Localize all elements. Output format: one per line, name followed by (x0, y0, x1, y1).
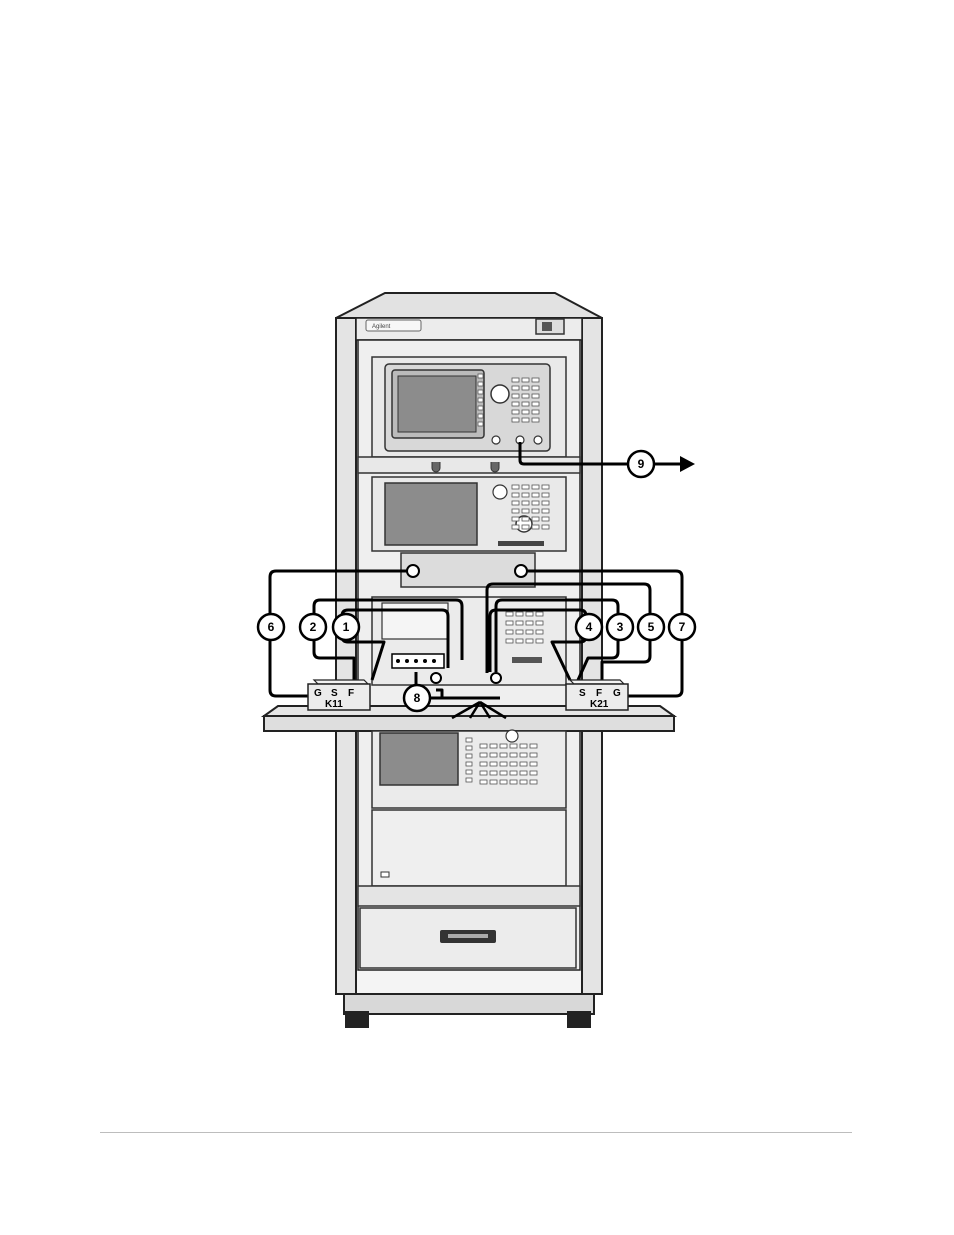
svg-text:9: 9 (637, 457, 645, 471)
key (506, 639, 513, 643)
key (490, 771, 497, 775)
key (542, 493, 549, 497)
key (466, 778, 472, 782)
rack-top-cap (336, 293, 602, 318)
key (512, 501, 519, 505)
key (522, 517, 529, 521)
key (510, 780, 517, 784)
rack-base (344, 994, 594, 1014)
test-box-k21-label: K21 (590, 699, 609, 710)
key (532, 410, 539, 414)
instrument-2-slot (498, 541, 544, 546)
instrument-3-slot (512, 657, 542, 663)
instrument-2-source (372, 477, 566, 551)
shelf-1-handle-left (432, 462, 440, 472)
key (530, 762, 537, 766)
key (532, 386, 539, 390)
key (478, 390, 483, 394)
instrument-3-port-right (491, 673, 501, 683)
blank-panel-indicator (381, 872, 389, 877)
key (510, 771, 517, 775)
key (536, 612, 543, 616)
callout-5 (638, 614, 664, 640)
test-box-k21 (566, 680, 628, 710)
key (510, 762, 517, 766)
svg-text:5: 5 (647, 620, 655, 634)
key (522, 509, 529, 513)
key (522, 410, 529, 414)
callout-4 (576, 614, 602, 640)
key (532, 485, 539, 489)
callout-1 (333, 614, 359, 640)
key (516, 630, 523, 634)
terminal-pin (396, 659, 400, 663)
key (478, 406, 483, 410)
key (466, 754, 472, 758)
connector-panel-port-right (515, 565, 527, 577)
key (516, 639, 523, 643)
instrument-1-knob (491, 385, 509, 403)
key (520, 762, 527, 766)
key (532, 509, 539, 513)
key (512, 386, 519, 390)
key (532, 402, 539, 406)
key (510, 744, 517, 748)
key (526, 612, 533, 616)
key (512, 402, 519, 406)
key (532, 493, 539, 497)
key (500, 771, 507, 775)
key (506, 621, 513, 625)
key (512, 410, 519, 414)
key (490, 762, 497, 766)
key (466, 770, 472, 774)
rack-foot-left (346, 1012, 368, 1027)
key (500, 762, 507, 766)
key (536, 630, 543, 634)
instrument-3-port-left (431, 673, 441, 683)
instrument-2-nav (493, 485, 507, 499)
key (530, 744, 537, 748)
key (522, 378, 529, 382)
key (480, 753, 487, 757)
key (536, 639, 543, 643)
test-box-k21-terminal-g: G (613, 688, 621, 699)
key (520, 780, 527, 784)
callout-3 (607, 614, 633, 640)
work-shelf-front (264, 716, 674, 731)
key (500, 753, 507, 757)
instrument-1-analyzer (358, 357, 580, 473)
instrument-1-softkeys (478, 374, 483, 426)
key (522, 525, 529, 529)
key (480, 762, 487, 766)
key (542, 501, 549, 505)
key (506, 612, 513, 616)
cable-9-arrowhead (680, 456, 695, 472)
callout-7 (669, 614, 695, 640)
key (478, 422, 483, 426)
instrument-1-port-a (492, 436, 500, 444)
key (478, 382, 483, 386)
key (500, 744, 507, 748)
test-box-k21-terminal-s: S (579, 688, 586, 699)
svg-text:6: 6 (267, 620, 275, 634)
key (466, 762, 472, 766)
key (480, 780, 487, 784)
key (510, 753, 517, 757)
terminal-pin (423, 659, 427, 663)
key (500, 780, 507, 784)
key (480, 744, 487, 748)
key (542, 525, 549, 529)
key (536, 621, 543, 625)
key (520, 753, 527, 757)
key (520, 771, 527, 775)
key (526, 621, 533, 625)
rack-right-upright (582, 318, 602, 994)
shelf-1-handle-right (491, 462, 499, 472)
key (522, 485, 529, 489)
key (522, 493, 529, 497)
test-box-k21-terminal-f: F (596, 688, 603, 699)
key (522, 501, 529, 505)
key (516, 612, 523, 616)
instrument-4-analyzer (372, 730, 566, 808)
key (532, 525, 539, 529)
test-box-k11-terminal-f: F (348, 688, 355, 699)
key (478, 398, 483, 402)
key (526, 630, 533, 634)
key (532, 378, 539, 382)
instrument-1-screen (398, 376, 476, 432)
key (512, 509, 519, 513)
key (466, 746, 472, 750)
key (512, 517, 519, 521)
brand-label: Agilent (372, 324, 391, 330)
instrument-2-screen (385, 483, 477, 545)
key (512, 525, 519, 529)
key (532, 418, 539, 422)
footer-rule (100, 1132, 852, 1133)
key (530, 780, 537, 784)
svg-text:4: 4 (585, 620, 593, 634)
rack-left-upright (336, 318, 356, 994)
terminal-pin (432, 659, 436, 663)
key (542, 509, 549, 513)
key (480, 771, 487, 775)
key (542, 517, 549, 521)
key (522, 402, 529, 406)
key (512, 394, 519, 398)
rack-foot-right (568, 1012, 590, 1027)
key (478, 374, 483, 378)
key (478, 414, 483, 418)
drawer-handle-highlight (448, 934, 488, 938)
connector-panel (401, 553, 535, 587)
key (542, 485, 549, 489)
key (512, 378, 519, 382)
callout-8 (404, 685, 430, 711)
key (490, 753, 497, 757)
key (530, 753, 537, 757)
key (522, 386, 529, 390)
key (530, 771, 537, 775)
callout-2 (300, 614, 326, 640)
svg-text:3: 3 (616, 620, 624, 634)
test-box-k11-terminal-g: G (314, 688, 322, 699)
key (532, 501, 539, 505)
key (520, 744, 527, 748)
key (532, 394, 539, 398)
callout-9 (628, 451, 654, 477)
blank-panel (372, 810, 566, 886)
test-box-k11-terminal-s: S (331, 688, 338, 699)
lower-bays (358, 810, 580, 968)
svg-text:1: 1 (342, 620, 350, 634)
svg-text:2: 2 (309, 620, 317, 634)
terminal-pin (405, 659, 409, 663)
instrument-4-screen (380, 733, 458, 785)
key (522, 394, 529, 398)
instrument-4-knob (506, 730, 518, 742)
terminal-pin (414, 659, 418, 663)
key (512, 485, 519, 489)
instrument-1-port-c (534, 436, 542, 444)
instrument-3-screen (382, 603, 448, 639)
key (506, 630, 513, 634)
key (512, 493, 519, 497)
callout-6 (258, 614, 284, 640)
key (516, 621, 523, 625)
key (512, 418, 519, 422)
base-shelf (358, 886, 580, 906)
svg-text:8: 8 (413, 691, 421, 705)
test-box-k11 (308, 680, 370, 710)
key (526, 639, 533, 643)
key (466, 738, 472, 742)
key (490, 780, 497, 784)
key (522, 418, 529, 422)
power-switch-toggle (542, 322, 552, 331)
svg-text:7: 7 (678, 620, 686, 634)
test-box-k11-label: K11 (325, 699, 343, 710)
key (532, 517, 539, 521)
key (490, 744, 497, 748)
connector-panel-port-left (407, 565, 419, 577)
